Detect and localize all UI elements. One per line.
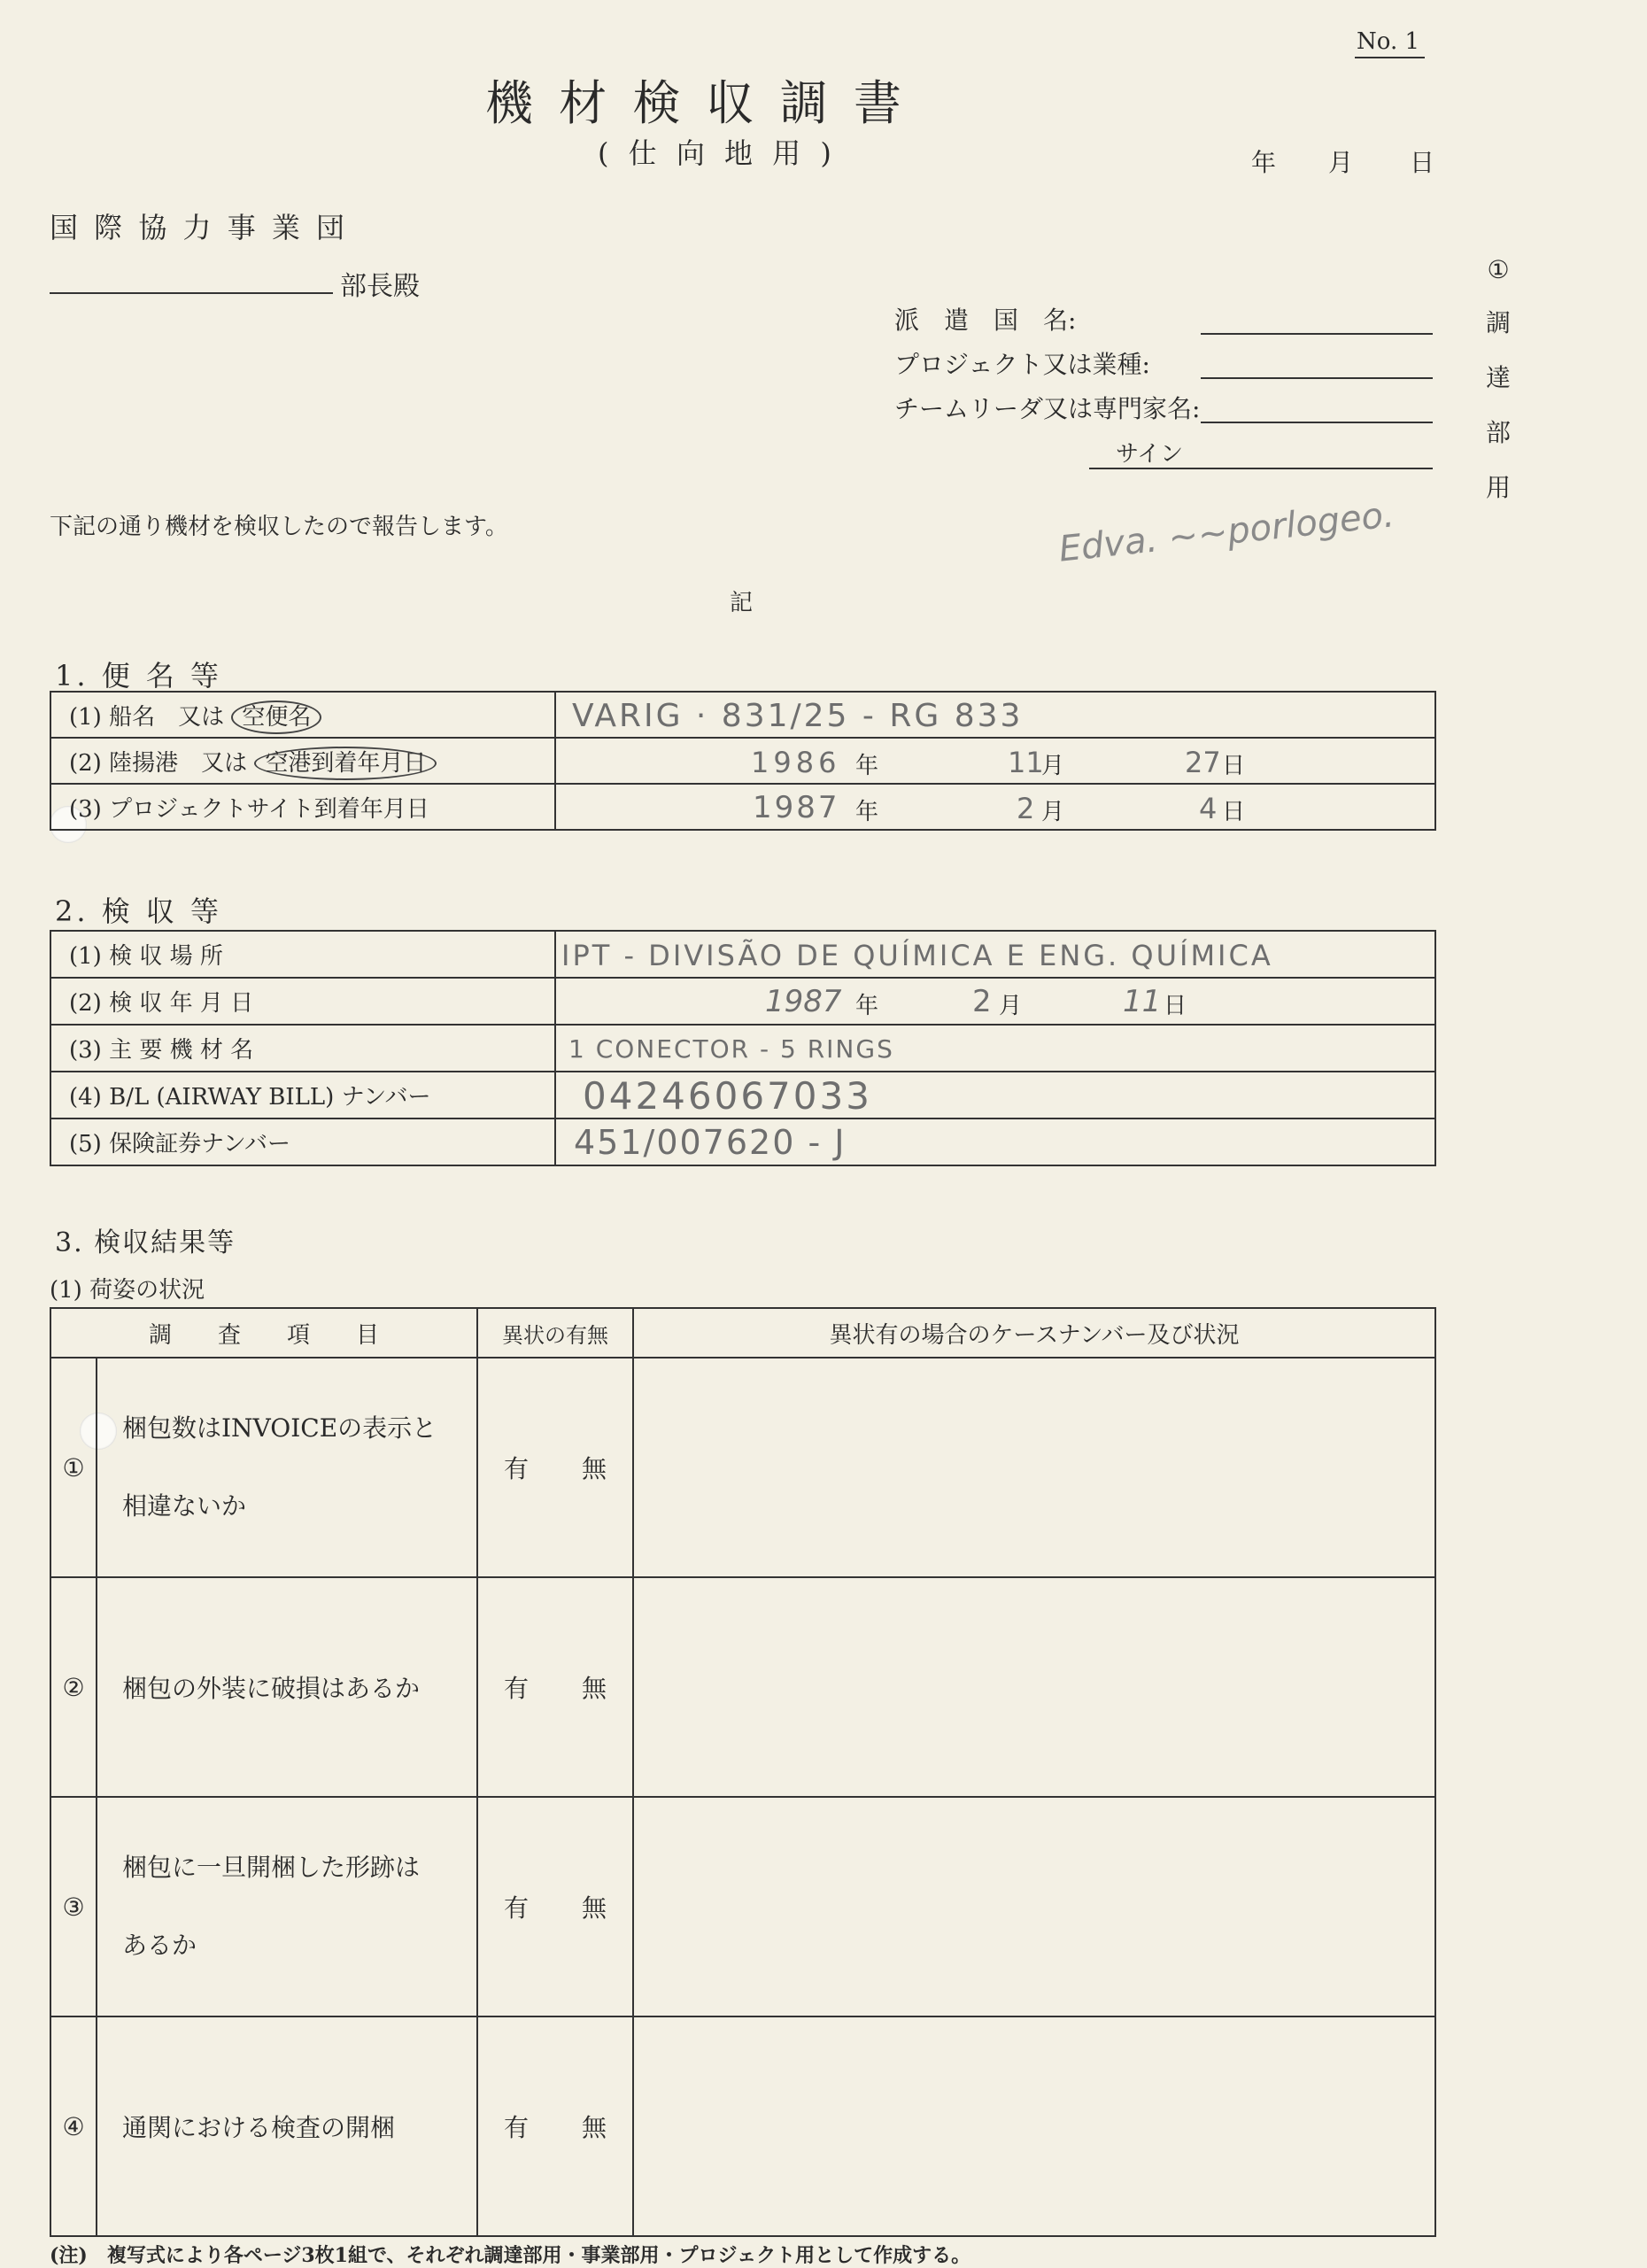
project-field[interactable] bbox=[1201, 377, 1433, 379]
row-number: ① bbox=[50, 1358, 97, 1577]
abnormality-choice[interactable]: 有 無 bbox=[477, 1577, 633, 1797]
document-number: No. 1 bbox=[1355, 28, 1425, 58]
table-row bbox=[50, 978, 1435, 1025]
flight-label: (1) 船名 又は 空便名 bbox=[50, 692, 555, 738]
abnormality-choice[interactable]: 有 無 bbox=[477, 2016, 633, 2236]
site-arrival-value[interactable]: 1987 年 2 月 4 日 bbox=[555, 784, 1435, 830]
footnote: (注) 複写式により各ページ3枚1組で、それぞれ調達部用・事業部用・プロジェクト用として作成する。 bbox=[50, 2244, 971, 2267]
airway-bill-value[interactable]: 04246067033 bbox=[555, 1072, 1435, 1119]
inspection-date-value[interactable]: 1987 年 2 月 11 日 bbox=[555, 978, 1435, 1025]
section2-heading: 2. 検 収 等 bbox=[55, 894, 223, 928]
check-item: 梱包の外装に破損はあるか bbox=[97, 1577, 477, 1797]
package-condition-table bbox=[50, 1307, 1436, 2237]
equipment-name-value[interactable]: 1 CONECTOR - 5 RINGS bbox=[555, 1025, 1435, 1072]
date-label-day: 日 bbox=[1410, 148, 1435, 177]
side-note-char: 調 bbox=[1485, 308, 1511, 337]
flight-value[interactable]: VARIG · 831/25 - RG 833 bbox=[555, 692, 1435, 738]
table-row bbox=[50, 2016, 1435, 2236]
row-number: ② bbox=[50, 1577, 97, 1797]
insurance-number-value[interactable]: 451/007620 - J bbox=[555, 1119, 1435, 1165]
table-row bbox=[50, 738, 1435, 784]
recipient-suffix: 部長殿 bbox=[340, 271, 420, 302]
side-note-number: ① bbox=[1487, 255, 1510, 284]
side-note-char: 達 bbox=[1485, 363, 1511, 392]
page-subtitle: ( 仕 向 地 用 ) bbox=[598, 136, 837, 170]
leader-field[interactable] bbox=[1201, 422, 1433, 423]
table-row bbox=[50, 1577, 1435, 1797]
recipient-line bbox=[50, 292, 333, 294]
table-row bbox=[50, 692, 1435, 738]
side-note-char: 部 bbox=[1485, 418, 1511, 447]
table-row bbox=[50, 1358, 1435, 1577]
date-label-year: 年 bbox=[1251, 148, 1277, 177]
date-label-month: 月 bbox=[1328, 148, 1354, 177]
abnormality-choice[interactable]: 有 無 bbox=[477, 1358, 633, 1577]
detail-cell[interactable] bbox=[633, 1358, 1435, 1577]
signature-field[interactable] bbox=[1089, 468, 1433, 469]
table-row bbox=[50, 784, 1435, 830]
organization-name: 国 際 協 力 事 業 団 bbox=[50, 211, 349, 244]
table-row bbox=[50, 1119, 1435, 1165]
section3-subheading: (1) 荷姿の状況 bbox=[50, 1277, 205, 1304]
site-arrival-label: (3) プロジェクトサイト到着年月日 bbox=[50, 784, 555, 830]
page-title: 機 材 検 収 調 書 bbox=[485, 75, 907, 131]
side-note bbox=[1481, 257, 1516, 515]
section1-heading: 1. 便 名 等 bbox=[55, 659, 223, 693]
inspection-date-label: (2) 検 収 年 月 日 bbox=[50, 978, 555, 1025]
check-item: 通関における検査の開梱 bbox=[97, 2016, 477, 2236]
column-header-details: 異状有の場合のケースナンバー及び状況 bbox=[633, 1308, 1435, 1358]
table-row bbox=[50, 931, 1435, 978]
detail-cell[interactable] bbox=[633, 1577, 1435, 1797]
check-item: 梱包に一旦開梱した形跡は あるか bbox=[97, 1797, 477, 2016]
table-row bbox=[50, 1797, 1435, 2016]
port-arrival-value[interactable]: 1986 年 11 月 27 日 bbox=[555, 738, 1435, 784]
table-row bbox=[50, 1072, 1435, 1119]
column-header-item: 調 査 項 目 bbox=[50, 1308, 477, 1358]
table-header-row bbox=[50, 1308, 1435, 1358]
insurance-number-label: (5) 保険証券ナンバー bbox=[50, 1119, 555, 1165]
inspection-place-label: (1) 検 収 場 所 bbox=[50, 931, 555, 978]
abnormality-choice[interactable]: 有 無 bbox=[477, 1797, 633, 2016]
leader-label: チームリーダ又は専門家名: bbox=[894, 394, 1201, 423]
inspection-place-value[interactable]: IPT - DIVISÃO DE QUÍMICA E ENG. QUÍMICA bbox=[555, 931, 1435, 978]
ki-mark: 記 bbox=[730, 590, 754, 616]
section2-table bbox=[50, 930, 1436, 1166]
signature-label: サイン bbox=[1116, 441, 1184, 468]
equipment-name-label: (3) 主 要 機 材 名 bbox=[50, 1025, 555, 1072]
row-number: ③ bbox=[50, 1797, 97, 2016]
row-number: ④ bbox=[50, 2016, 97, 2236]
side-note-char: 用 bbox=[1485, 473, 1511, 502]
table-row bbox=[50, 1025, 1435, 1072]
airway-bill-label: (4) B/L (AIRWAY BILL) ナンバー bbox=[50, 1072, 555, 1119]
detail-cell[interactable] bbox=[633, 2016, 1435, 2236]
signature-handwriting: Edva. ~~porlogeo. bbox=[1056, 494, 1396, 570]
column-header-abnormality: 異状の有無 bbox=[477, 1308, 633, 1358]
country-label: 派 遣 国 名: bbox=[894, 306, 1077, 335]
project-label: プロジェクト又は業種: bbox=[894, 350, 1150, 379]
detail-cell[interactable] bbox=[633, 1797, 1435, 2016]
intro-text: 下記の通り機材を検収したので報告します。 bbox=[50, 514, 508, 540]
port-arrival-label: (2) 陸揚港 又は 空港到着年月日 bbox=[50, 738, 555, 784]
section1-table bbox=[50, 691, 1436, 831]
country-field[interactable] bbox=[1201, 333, 1433, 335]
section3-heading: 3. 検収結果等 bbox=[55, 1227, 236, 1258]
check-item: 梱包数はINVOICEの表示と 相違ないか bbox=[97, 1358, 477, 1577]
